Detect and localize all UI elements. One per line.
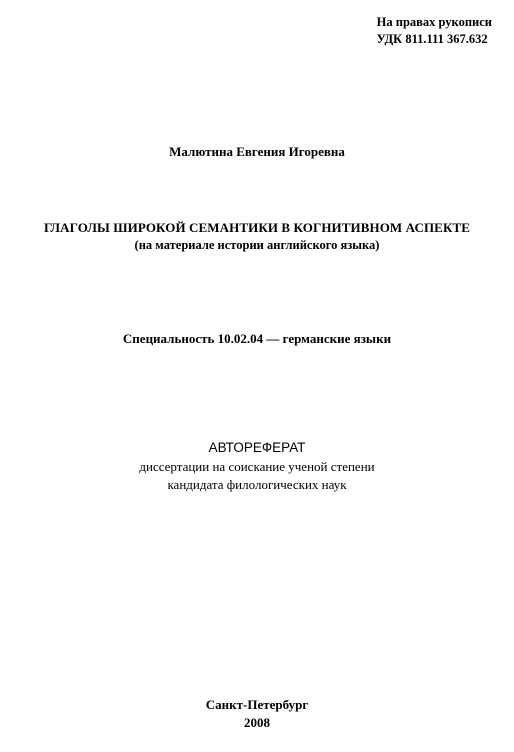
dissertation-subtitle: (на материале истории английского языка) [134,238,380,252]
publication-year: 2008 [244,715,270,730]
abstract-description-line-1: диссертации на соискание ученой степени [139,459,375,474]
specialty-line: Специальность 10.02.04 — германские языки [122,331,392,346]
abstract-description-line-2: кандидата филологических наук [167,477,347,492]
abstract-label: АВТОРЕФЕРАТ [208,440,306,455]
udc-code: УДК 811.111 367.632 [376,32,488,46]
dissertation-title: ГЛАГОЛЫ ШИРОКОЙ СЕМАНТИКИ В КОГНИТИВНОМ АСПЕКТЕ [43,220,471,235]
manuscript-rights-label: На правах рукописи [376,15,492,29]
author-name: Малютина Евгения Игоревна [169,144,345,159]
manuscript-rights-block [377,14,492,48]
publication-city: Санкт-Петербург [205,697,309,712]
